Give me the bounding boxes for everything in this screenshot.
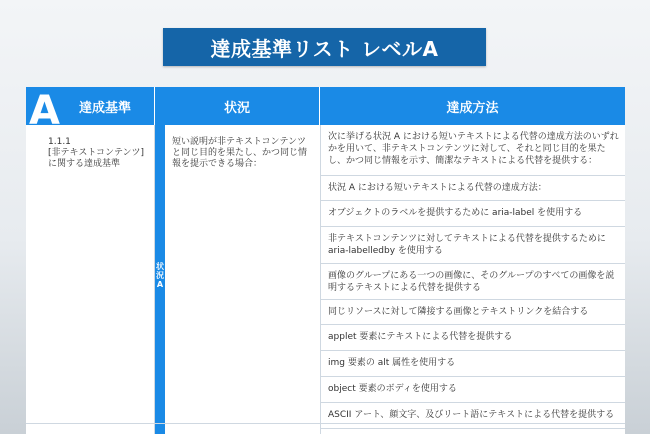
technique-item: ASCII アート、顔文字、及びリート語にテキストによる代替を提供する [321, 403, 625, 429]
criterion-name: [非テキストコンテンツ] [48, 148, 145, 158]
criterion-number: 1.1.1 [48, 137, 71, 147]
technique-item: 状況 A における短いテキストによる代替の達成方法： [321, 176, 625, 201]
situation-description: 短い説明が非テキストコンテンツと同じ目的を果たし、かつ同じ情報を提示できる場合： [172, 137, 308, 169]
page-title: 達成基準リスト レベルA [163, 28, 486, 66]
technique-item: object 要素のボディを使用する [321, 377, 625, 403]
criterion-suffix: に関する達成基準 [48, 159, 121, 169]
level-a-badge: A [29, 88, 60, 134]
technique-item: 同じリソースに対して隣接する画像とテキストリンクを結合する [321, 300, 625, 325]
technique-item: オブジェクトのラベルを提供するために aria-label を使用する [321, 201, 625, 227]
header-situation-label: 状況 [223, 100, 250, 116]
situation-band [155, 125, 165, 434]
success-criterion-cell [48, 137, 148, 170]
header-criterion-label: 達成基準 [78, 100, 131, 116]
situation-band-label: 状況A [156, 262, 164, 289]
technique-item: 画像のグループにある一つの画像に、そのグループのすべての画像を説明するテキストによる代替を提供する [321, 264, 625, 300]
criteria-table [26, 87, 625, 434]
technique-item: 次に挙げる状況 A における短いテキストによる代替の達成方法のいずれかを用いて、非テキストコンテンツに対して、それと同じ目的を果たし、かつ同じ情報を示す、簡潔なテキストによる代替を提供する： [321, 125, 625, 176]
header-techniques [320, 87, 625, 125]
technique-item: 非テキストコンテンツに対してテキストによる代替を提供するために aria-labelledby を使用する [321, 227, 625, 264]
techniques-list [321, 125, 625, 429]
technique-item: applet 要素にテキストによる代替を提供する [321, 325, 625, 351]
technique-item: img 要素の alt 属性を使用する [321, 351, 625, 377]
header-techniques-label: 達成方法 [446, 100, 499, 116]
row-divider [26, 423, 625, 424]
header-situation [155, 87, 319, 125]
